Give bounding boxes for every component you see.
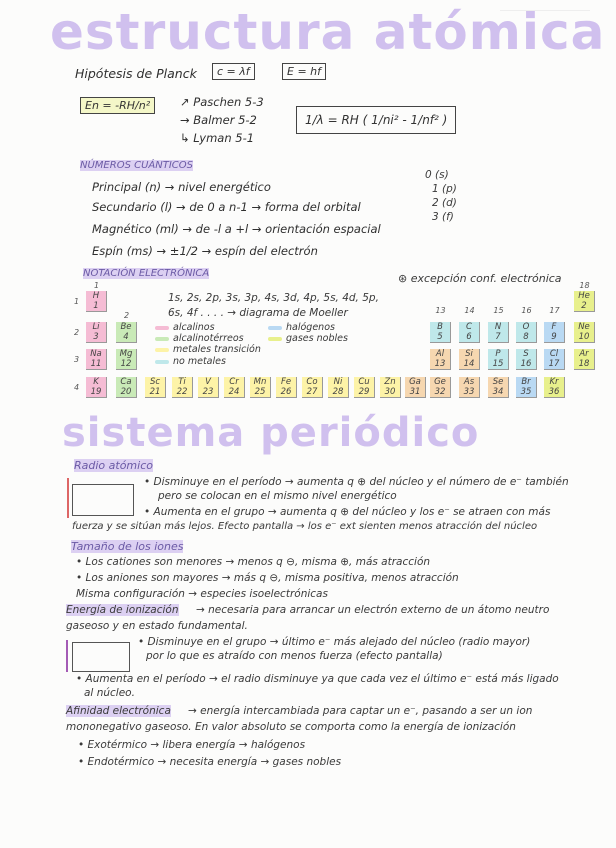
legend-swatch <box>155 326 169 330</box>
element-number: 8 <box>523 332 529 342</box>
element-se <box>488 377 509 398</box>
element-cu <box>354 377 375 398</box>
series-paschen: ↗ Paschen 5-3 <box>180 95 264 109</box>
element-number: 12 <box>120 359 132 369</box>
affinity-line-4: • Endotérmico → necesita energía → gases nobles <box>78 756 342 768</box>
group-number: 15 <box>493 306 504 315</box>
radius-diagram-box <box>72 484 134 516</box>
notation-heading: NOTACIÓN ELECTRÓNICA <box>83 268 210 279</box>
element-o <box>516 322 537 343</box>
element-number: 7 <box>495 332 501 342</box>
legend-label: gases nobles <box>286 333 348 344</box>
legend-label: halógenos <box>286 322 335 333</box>
radius-line-3: • Aumenta en el grupo → aumenta q ⊕ del núcleo y los e⁻ se atraen con más <box>144 506 551 518</box>
element-number: 25 <box>254 387 266 397</box>
element-symbol: Si <box>465 349 473 359</box>
element-symbol: Ni <box>333 377 343 387</box>
group-number: 13 <box>435 306 446 315</box>
element-number: 10 <box>578 332 590 342</box>
group-number: 18 <box>579 281 590 290</box>
element-number: 13 <box>434 359 446 369</box>
element-number: 20 <box>120 387 132 397</box>
ionization-line-4: por lo que es atraído con menos fuerza (efecto pantalla) <box>146 650 443 662</box>
quantum-principal: Principal (n) → nivel energético <box>92 180 271 194</box>
element-number: 21 <box>149 387 161 397</box>
element-symbol: N <box>494 322 502 332</box>
exception-note: ⊛ excepción conf. electrónica <box>398 272 562 285</box>
element-symbol: Ne <box>578 322 590 332</box>
element-b <box>430 322 451 343</box>
element-n <box>488 322 509 343</box>
ionization-heading: Energía de ionización <box>66 604 179 616</box>
element-number: 16 <box>520 359 532 369</box>
element-number: 29 <box>358 387 370 397</box>
radius-heading: Radio atómico <box>74 459 153 472</box>
element-symbol: He <box>578 291 590 301</box>
element-al <box>430 349 451 370</box>
ionization-line-6: al núcleo. <box>84 687 135 699</box>
element-symbol: Co <box>306 377 318 387</box>
element-ne <box>574 322 595 343</box>
element-fe <box>276 377 297 398</box>
element-number: 3 <box>93 332 99 342</box>
element-v <box>198 377 219 398</box>
element-symbol: F <box>551 322 557 332</box>
element-symbol: Ti <box>178 377 186 387</box>
ionization-line-2: gaseoso y en estado fundamental. <box>66 620 248 632</box>
ionization-line-5: • Aumenta en el período → el radio disminuye ya que cada vez el último e⁻ está más ligado <box>76 673 559 685</box>
legend-nonmetal <box>155 356 226 367</box>
ions-line-2: • Los aniones son mayores → más q ⊖, misma positiva, menos atracción <box>76 572 459 584</box>
ionization-diagram-box <box>72 642 130 672</box>
element-mn <box>250 377 271 398</box>
period-number: 3 <box>74 355 80 364</box>
element-symbol: Cl <box>549 349 559 359</box>
energy-formula: En = -RH/n² <box>80 97 155 114</box>
element-he <box>574 291 595 312</box>
element-number: 31 <box>409 387 421 397</box>
series-lyman: ↳ Lyman 5-1 <box>180 131 255 145</box>
element-number: 33 <box>463 387 475 397</box>
planck-formula-1: c = λf <box>212 63 255 80</box>
element-br <box>516 377 537 398</box>
element-symbol: V <box>205 377 211 387</box>
element-f <box>544 322 565 343</box>
element-k <box>86 377 107 398</box>
element-symbol: Ga <box>409 377 421 387</box>
group-number: 2 <box>123 311 130 320</box>
legend-noble <box>268 333 348 344</box>
affinity-line-1: → energía intercambiada para captar un e⁻, pasando a ser un ion <box>188 705 533 717</box>
group-number: 14 <box>464 306 475 315</box>
element-symbol: Fe <box>280 377 292 387</box>
quantum-magnetic: Magnético (ml) → de -l a +l → orientación espacial <box>92 222 381 236</box>
series-balmer: → Balmer 5-2 <box>180 113 257 127</box>
element-number: 11 <box>90 359 102 369</box>
group-number: 17 <box>549 306 560 315</box>
legend-label: metales transición <box>173 344 261 355</box>
element-number: 30 <box>384 387 396 397</box>
ionization-line-3: • Disminuye en el grupo → último e⁻ más alejado del núcleo (radio mayor) <box>138 636 531 648</box>
element-symbol: C <box>466 322 472 332</box>
legend-label: alcalinos <box>173 322 215 333</box>
planck-formula-2: E = hf <box>282 63 326 80</box>
ions-heading: Tamaño de los iones <box>71 540 184 553</box>
element-symbol: Se <box>492 377 504 387</box>
element-number: 4 <box>123 332 129 342</box>
element-p <box>488 349 509 370</box>
element-number: 5 <box>437 332 443 342</box>
radius-line-4: fuerza y se sitúan más lejos. Efecto pantalla → los e⁻ ext sienten menos atracción del núcleo <box>72 521 538 532</box>
quantum-heading: NÚMEROS CUÁNTICOS <box>80 160 193 171</box>
aufbau-order-2: 6s, 4f . . . . → diagrama de Moeller <box>168 307 348 319</box>
element-number: 17 <box>548 359 560 369</box>
radius-arrow <box>67 478 69 518</box>
radius-line-1: • Disminuye en el período → aumenta q ⊕ del núcleo y el número de e⁻ también <box>144 476 569 488</box>
rydberg-formula: 1/λ = RH ( 1/ni² - 1/nf² ) <box>296 106 456 134</box>
legend-label: alcalinotérreos <box>173 333 244 344</box>
legend-halogen <box>268 322 335 333</box>
orbital-f: 3 (f) <box>432 211 454 223</box>
element-symbol: Ge <box>434 377 446 387</box>
element-number: 19 <box>90 387 102 397</box>
quantum-secondary: Secundario (l) → de 0 a n-1 → forma del orbital <box>92 200 361 214</box>
legend-swatch <box>268 326 282 330</box>
element-symbol: K <box>93 377 99 387</box>
element-symbol: Ca <box>120 377 132 387</box>
element-as <box>459 377 480 398</box>
legend-swatch <box>155 360 169 364</box>
planck-label: Hipótesis de Planck <box>75 66 197 81</box>
element-ca <box>116 377 137 398</box>
element-ge <box>430 377 451 398</box>
element-symbol: Mn <box>253 377 267 387</box>
element-number: 15 <box>492 359 504 369</box>
element-symbol: Ar <box>579 349 589 359</box>
element-number: 9 <box>551 332 557 342</box>
element-number: 32 <box>434 387 446 397</box>
period-number: 2 <box>74 328 80 337</box>
orbital-s: 0 (s) <box>425 169 449 181</box>
element-si <box>459 349 480 370</box>
element-cl <box>544 349 565 370</box>
orbital-p: 1 (p) <box>432 183 457 195</box>
legend-swatch <box>155 337 169 341</box>
element-number: 26 <box>280 387 292 397</box>
affinity-line-2: mononegativo gaseoso. En valor absoluto se comporta como la energía de ionización <box>66 721 516 733</box>
element-mg <box>116 349 137 370</box>
orbital-d: 2 (d) <box>432 197 457 209</box>
element-number: 27 <box>306 387 318 397</box>
legend-swatch <box>268 337 282 341</box>
legend-label: no metales <box>173 356 226 367</box>
affinity-heading: Afinidad electrónica <box>66 705 171 717</box>
element-number: 1 <box>93 301 99 311</box>
element-number: 14 <box>463 359 475 369</box>
section-title: sistema periódico <box>62 410 480 456</box>
radius-line-2: pero se colocan en el mismo nivel energético <box>158 490 397 502</box>
element-symbol: Kr <box>549 377 559 387</box>
ionization-line-1: → necesaria para arrancar un electrón externo de un átomo neutro <box>196 604 550 616</box>
aufbau-order-1: 1s, 2s, 2p, 3s, 3p, 4s, 3d, 4p, 5s, 4d, 5p, <box>168 292 379 304</box>
element-ar <box>574 349 595 370</box>
element-symbol: Sc <box>149 377 161 387</box>
element-symbol: Cr <box>229 377 239 387</box>
period-number: 1 <box>74 297 80 306</box>
legend-alkali <box>155 322 215 333</box>
element-symbol: Br <box>521 377 531 387</box>
element-symbol: Mg <box>119 349 133 359</box>
element-na <box>86 349 107 370</box>
period-number: 4 <box>74 383 80 392</box>
element-number: 28 <box>332 387 344 397</box>
element-number: 2 <box>581 301 587 311</box>
element-be <box>116 322 137 343</box>
element-symbol: Zn <box>384 377 396 387</box>
element-symbol: Al <box>435 349 445 359</box>
ionization-arrow <box>66 640 68 672</box>
element-kr <box>544 377 565 398</box>
element-symbol: Cu <box>358 377 370 387</box>
element-ni <box>328 377 349 398</box>
element-li <box>86 322 107 343</box>
element-number: 23 <box>202 387 214 397</box>
element-symbol: Be <box>120 322 132 332</box>
element-zn <box>380 377 401 398</box>
element-number: 34 <box>492 387 504 397</box>
legend-alkaline <box>155 333 244 344</box>
element-symbol: As <box>463 377 475 387</box>
element-s <box>516 349 537 370</box>
element-ga <box>405 377 426 398</box>
element-symbol: B <box>437 322 443 332</box>
element-symbol: Li <box>92 322 100 332</box>
element-c <box>459 322 480 343</box>
affinity-line-3: • Exotérmico → libera energía → halógenos <box>78 739 306 751</box>
element-cr <box>224 377 245 398</box>
page-title: estructura atómica <box>50 3 606 61</box>
element-number: 24 <box>228 387 240 397</box>
element-number: 18 <box>578 359 590 369</box>
element-symbol: S <box>523 349 529 359</box>
element-symbol: H <box>92 291 100 301</box>
legend-swatch <box>155 348 169 352</box>
legend-transition <box>155 344 261 355</box>
element-co <box>302 377 323 398</box>
group-number: 1 <box>93 281 100 290</box>
element-h <box>86 291 107 312</box>
ions-line-1: • Los cationes son menores → menos q ⊖, misma ⊕, más atracción <box>76 556 431 568</box>
element-symbol: Na <box>90 349 102 359</box>
group-number: 16 <box>521 306 532 315</box>
element-symbol: O <box>522 322 530 332</box>
element-number: 35 <box>520 387 532 397</box>
element-ti <box>172 377 193 398</box>
element-symbol: P <box>495 349 501 359</box>
element-number: 36 <box>548 387 560 397</box>
element-number: 6 <box>466 332 472 342</box>
element-number: 22 <box>176 387 188 397</box>
quantum-spin: Espín (ms) → ±1/2 → espín del electrón <box>92 244 318 258</box>
element-sc <box>145 377 166 398</box>
ions-line-3: Misma configuración → especies isoelectrónicas <box>76 588 328 600</box>
